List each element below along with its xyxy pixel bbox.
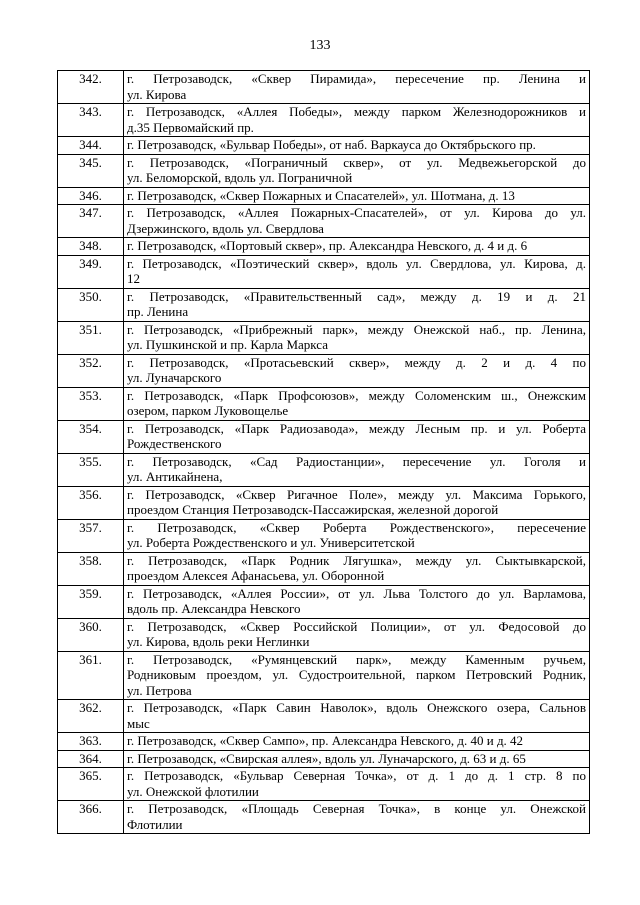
description-line: г. Петрозаводск, «Портовый сквер», пр. Александра Невского, д. 4 и д. 6: [127, 238, 528, 253]
description-line: вдоль пр. Александра Невского: [127, 601, 301, 616]
row-number: 356.: [58, 486, 124, 519]
row-number: 361.: [58, 651, 124, 700]
description-line: г. Петрозаводск, «Сквер Российской Полиции», от ул. Федосовой до: [127, 618, 586, 634]
table-row: [58, 420, 590, 453]
table-row: [58, 321, 590, 354]
row-description: [124, 420, 590, 453]
description-line: ул. Антикайнена,: [127, 469, 223, 484]
row-description: [124, 187, 590, 205]
row-description: [124, 387, 590, 420]
row-number: 351.: [58, 321, 124, 354]
table-row: [58, 71, 590, 104]
description-line: Флотилии: [127, 816, 183, 832]
description-line: проездом Станция Петрозаводск-Пассажирская, железной дорогой: [127, 502, 499, 517]
table-row: [58, 104, 590, 137]
registry-table-body: [58, 71, 590, 834]
row-description: [124, 255, 590, 288]
description-line: г. Петрозаводск, «Сквер Пирамида», пересечение пр. Ленина и: [127, 71, 586, 86]
row-description: [124, 618, 590, 651]
description-line: г. Петрозаводск, «Сад Радиостанции», пересечение ул. Гоголя и: [127, 453, 586, 469]
table-row: [58, 238, 590, 256]
row-description: [124, 453, 590, 486]
description-line: пр. Ленина: [127, 304, 189, 319]
row-description: [124, 585, 590, 618]
row-description: [124, 733, 590, 751]
row-number: 360.: [58, 618, 124, 651]
description-line: г. Петрозаводск, «Поэтический сквер», вдоль ул. Свердлова, ул. Кирова, д.: [127, 255, 586, 271]
row-description: [124, 154, 590, 187]
description-line: г. Петрозаводск, «Аллея Победы», между парком Железнодорожников и: [127, 104, 586, 119]
description-line: ул. Роберта Рождественского и ул. Университетской: [127, 535, 415, 550]
registry-table: [57, 70, 590, 834]
table-row: [58, 733, 590, 751]
description-line: проездом Алексея Афанасьева, ул. Оборонной: [127, 568, 385, 583]
row-number: 363.: [58, 733, 124, 751]
row-number: 346.: [58, 187, 124, 205]
table-row: [58, 801, 590, 834]
row-number: 348.: [58, 238, 124, 256]
description-line: ул. Онежской флотилии: [127, 783, 259, 799]
table-row: [58, 205, 590, 238]
description-line: Родниковым проездом, ул. Судостроительной, парком Петровский Родник,: [127, 667, 586, 682]
row-description: [124, 71, 590, 104]
description-line: г. Петрозаводск, «Аллея Пожарных-Спасателей», от ул. Кирова до ул.: [127, 205, 586, 220]
row-number: 355.: [58, 453, 124, 486]
table-row: [58, 519, 590, 552]
row-description: [124, 205, 590, 238]
row-description: [124, 354, 590, 387]
description-line: озером, парком Луковощелье: [127, 403, 289, 418]
description-line: д.35 Первомайский пр.: [127, 119, 254, 135]
description-line: ул. Петрова: [127, 682, 192, 698]
description-line: г. Петрозаводск, «Прибрежный парк», между Онежской наб., пр. Ленина,: [127, 321, 586, 337]
row-description: [124, 288, 590, 321]
row-description: [124, 321, 590, 354]
row-number: 352.: [58, 354, 124, 387]
row-number: 359.: [58, 585, 124, 618]
row-number: 366.: [58, 801, 124, 834]
table-row: [58, 354, 590, 387]
description-line: Рождественского: [127, 436, 222, 451]
row-number: 365.: [58, 768, 124, 801]
description-line: ул. Луначарского: [127, 370, 222, 385]
description-line: г. Петрозаводск, «Парк Родник Лягушка», между ул. Сыктывкарской,: [127, 552, 586, 568]
description-line: г. Петрозаводск, «Парк Радиозавода», между Лесным пр. и ул. Роберта: [127, 420, 586, 436]
row-description: [124, 104, 590, 137]
row-description: [124, 700, 590, 733]
description-line: г. Петрозаводск, «Пограничный сквер», от ул. Медвежьегорской до: [127, 154, 586, 170]
table-row: [58, 700, 590, 733]
description-line: 12: [127, 271, 140, 286]
table-row: [58, 618, 590, 651]
table-row: [58, 137, 590, 155]
table-row: [58, 387, 590, 420]
description-line: г. Петрозаводск, «Сквер Сампо», пр. Александра Невского, д. 40 и д. 42: [127, 733, 524, 748]
description-line: г. Петрозаводск, «Сквер Пожарных и Спасателей», ул. Шотмана, д. 13: [127, 187, 515, 203]
row-description: [124, 801, 590, 834]
table-row: [58, 486, 590, 519]
table-row: [58, 187, 590, 205]
row-number: 345.: [58, 154, 124, 187]
description-line: ул. Пушкинской и пр. Карла Маркса: [127, 337, 328, 352]
table-row: [58, 651, 590, 700]
row-description: [124, 486, 590, 519]
description-line: Дзержинского, вдоль ул. Свердлова: [127, 220, 324, 236]
row-number: 362.: [58, 700, 124, 733]
description-line: г. Петрозаводск, «Румянцевский парк», между Каменным ручьем,: [127, 651, 586, 667]
table-row: [58, 552, 590, 585]
row-description: [124, 750, 590, 768]
table-row: [58, 768, 590, 801]
description-line: г. Петрозаводск, «Парк Профсоюзов», между Соломенским ш., Онежским: [127, 387, 586, 403]
description-line: г. Петрозаводск, «Свирская аллея», вдоль ул. Луначарского, д. 63 и д. 65: [127, 750, 526, 766]
row-number: 347.: [58, 205, 124, 238]
row-number: 349.: [58, 255, 124, 288]
row-description: [124, 552, 590, 585]
description-line: ул. Кирова, вдоль реки Неглинки: [127, 634, 310, 649]
row-description: [124, 519, 590, 552]
description-line: г. Петрозаводск, «Протасьевский сквер», между д. 2 и д. 4 по: [127, 354, 586, 370]
row-number: 354.: [58, 420, 124, 453]
description-line: ул. Кирова: [127, 86, 187, 102]
table-row: [58, 585, 590, 618]
table-row: [58, 255, 590, 288]
description-line: г. Петрозаводск, «Правительственный сад», между д. 19 и д. 21: [127, 288, 586, 304]
row-number: 343.: [58, 104, 124, 137]
description-line: г. Петрозаводск, «Аллея России», от ул. Льва Толстого до ул. Варламова,: [127, 585, 586, 601]
page-number: 133: [309, 38, 331, 53]
description-line: г. Петрозаводск, «Площадь Северная Точка», в конце ул. Онежской: [127, 801, 586, 816]
row-description: [124, 768, 590, 801]
row-number: 357.: [58, 519, 124, 552]
table-row: [58, 750, 590, 768]
row-description: [124, 238, 590, 256]
row-description: [124, 651, 590, 700]
row-description: [124, 137, 590, 155]
row-number: 342.: [58, 71, 124, 104]
description-line: г. Петрозаводск, «Парк Савин Наволок», вдоль Онежского озера, Сальнов: [127, 700, 586, 715]
row-number: 350.: [58, 288, 124, 321]
description-line: г. Петрозаводск, «Бульвар Северная Точка», от д. 1 до д. 1 стр. 8 по: [127, 768, 586, 783]
description-line: г. Петрозаводск, «Сквер Роберта Рождественского», пересечение: [127, 519, 586, 535]
description-line: г. Петрозаводск, «Бульвар Победы», от наб. Варкауса до Октябрьского пр.: [127, 137, 536, 152]
table-row: [58, 453, 590, 486]
row-number: 358.: [58, 552, 124, 585]
description-line: ул. Беломорской, вдоль ул. Пограничной: [127, 170, 353, 185]
row-number: 344.: [58, 137, 124, 155]
description-line: г. Петрозаводск, «Сквер Ригачное Поле», между ул. Максима Горького,: [127, 486, 586, 502]
row-number: 353.: [58, 387, 124, 420]
row-number: 364.: [58, 750, 124, 768]
description-line: мыс: [127, 715, 150, 731]
table-row: [58, 288, 590, 321]
table-row: [58, 154, 590, 187]
